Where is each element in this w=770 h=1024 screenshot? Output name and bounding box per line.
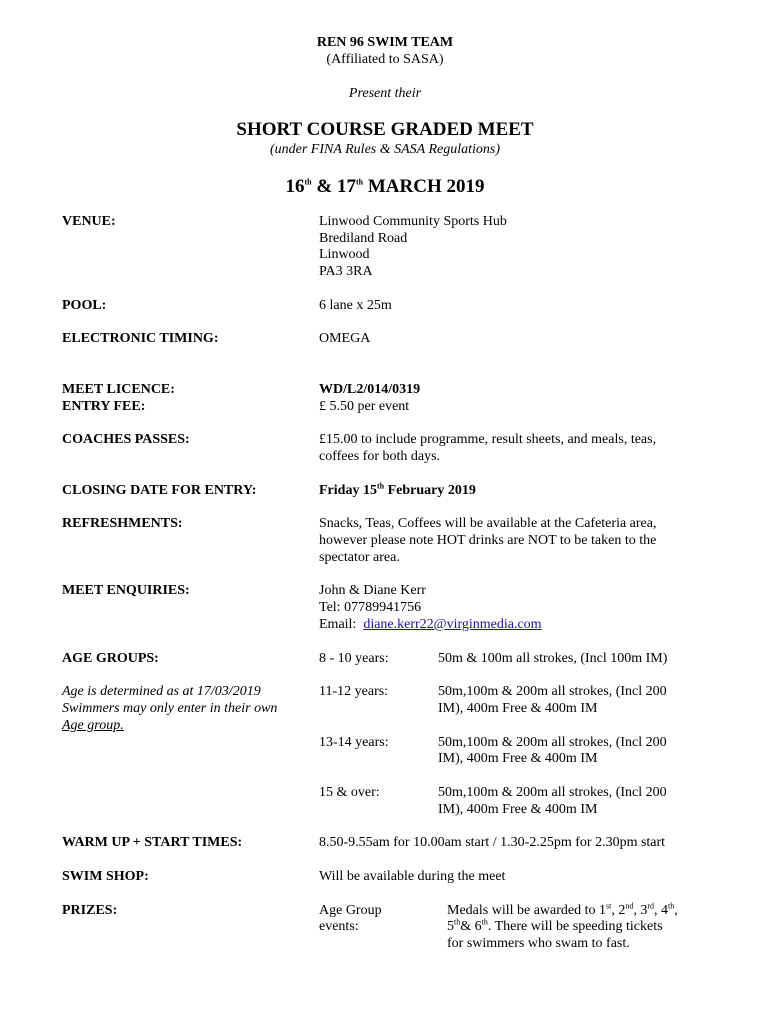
meet-title: SHORT COURSE GRADED MEET [236,119,534,140]
email-link[interactable]: diane.kerr22@virginmedia.com [363,617,542,632]
rules-line: (under FINA Rules & SASA Regulations) [269,142,501,157]
swim-shop-value: Will be available during the meet [319,869,506,884]
enquiries-label: MEET ENQUIRIES: [62,583,190,598]
team-name: REN 96 SWIM TEAM [316,35,454,50]
closing-value [319,482,476,499]
timing-value: OMEGA [319,331,371,346]
age-row-1-age: 8 - 10 years: [319,651,389,666]
closing-label: CLOSING DATE FOR ENTRY: [62,483,257,498]
date-sup1: th [304,177,312,187]
refreshments-line-1: Snacks, Teas, Coffees will be available at the Cafeteria area, [319,516,657,531]
sup-5th: th [454,917,461,927]
age-row-2-line-2: IM), 400m Free & 400m IM [438,701,598,716]
pool-label: POOL: [62,298,107,313]
prizes-cat-2: events: [319,919,359,934]
sup-1st: st [606,901,612,911]
prizes-l1-a: Medals will be awarded to 1 [447,903,607,918]
prizes-label: PRIZES: [62,903,118,918]
prizes-l2-c: . There will be speeding tickets [487,919,663,934]
prizes-line-2 [447,918,663,935]
closing-pre: Friday 15 [319,483,377,498]
prizes-l1-e: , [674,903,678,918]
venue-line-4: PA3 3RA [319,264,373,279]
entry-fee-label: ENTRY FEE: [62,399,146,414]
age-groups-label: AGE GROUPS: [62,651,159,666]
date-mid: & 17 [311,176,356,197]
age-note-1: Age is determined as at 17/03/2019 [62,684,261,699]
age-row-3-age: 13-14 years: [319,735,389,750]
age-row-1-line-1: 50m & 100m all strokes, (Incl 100m IM) [438,651,668,666]
enquiries-email-row [319,616,542,633]
affiliation: (Affiliated to SASA) [326,52,444,67]
coaches-line-1: £15.00 to include programme, result sheets, and meals, teas, [319,432,657,447]
meet-dates [0,176,770,198]
timing-label: ELECTRONIC TIMING: [62,331,219,346]
closing-sup: th [376,481,385,491]
present-line: Present their [348,86,422,101]
sup-2nd: nd [625,901,634,911]
licence-label: MEET LICENCE: [62,382,175,397]
coaches-label: COACHES PASSES: [62,432,190,447]
refreshments-line-2: however please note HOT drinks are NOT to be taken to the [319,533,657,548]
prizes-l1-b: , 2 [611,903,626,918]
venue-label: VENUE: [62,214,116,229]
prizes-l2-b: & 6 [460,919,482,934]
entry-fee-value: £ 5.50 per event [319,399,410,414]
age-row-2-age: 11-12 years: [319,684,389,699]
age-row-4-age: 15 & over: [319,785,380,800]
sup-3rd: rd [647,901,655,911]
prizes-l2-a: 5 [447,919,454,934]
venue-line-1: Linwood Community Sports Hub [319,214,507,229]
venue-line-2: Brediland Road [319,231,408,246]
venue-line-3: Linwood [319,247,370,262]
prizes-l1-c: , 3 [633,903,648,918]
email-label: Email: [319,617,357,632]
prizes-cat-1: Age Group [319,903,382,918]
date-day1: 16 [285,176,305,197]
date-sup2: th [355,177,364,187]
swim-shop-label: SWIM SHOP: [62,869,149,884]
warmup-label: WARM UP + START TIMES: [62,835,243,850]
coaches-line-2: coffees for both days. [319,449,441,464]
warmup-value: 8.50-9.55am for 10.00am start / 1.30-2.25pm for 2.30pm start [319,835,666,850]
age-row-3-line-2: IM), 400m Free & 400m IM [438,751,598,766]
refreshments-line-3: spectator area. [319,550,400,565]
pool-value: 6 lane x 25m [319,298,392,313]
age-row-4-line-1: 50m,100m & 200m all strokes, (Incl 200 [438,785,667,800]
sup-6th: th [481,917,488,927]
refreshments-label: REFRESHMENTS: [62,516,183,531]
prizes-line-3: for swimmers who swam to fast. [447,936,630,951]
date-rest: MARCH 2019 [363,176,485,197]
prizes-l1-d: , 4 [654,903,669,918]
enquiries-name: John & Diane Kerr [319,583,426,598]
enquiries-tel: Tel: 07789941756 [319,600,422,615]
age-row-3-line-1: 50m,100m & 200m all strokes, (Incl 200 [438,735,667,750]
age-row-2-line-1: 50m,100m & 200m all strokes, (Incl 200 [438,684,667,699]
sup-4th: th [668,901,675,911]
closing-post: February 2019 [384,483,476,498]
age-row-4-line-2: IM), 400m Free & 400m IM [438,802,598,817]
licence-value: WD/L2/014/0319 [319,382,421,397]
age-note-2: Swimmers may only enter in their own [62,701,278,716]
age-note-3: Age group. [62,718,124,733]
